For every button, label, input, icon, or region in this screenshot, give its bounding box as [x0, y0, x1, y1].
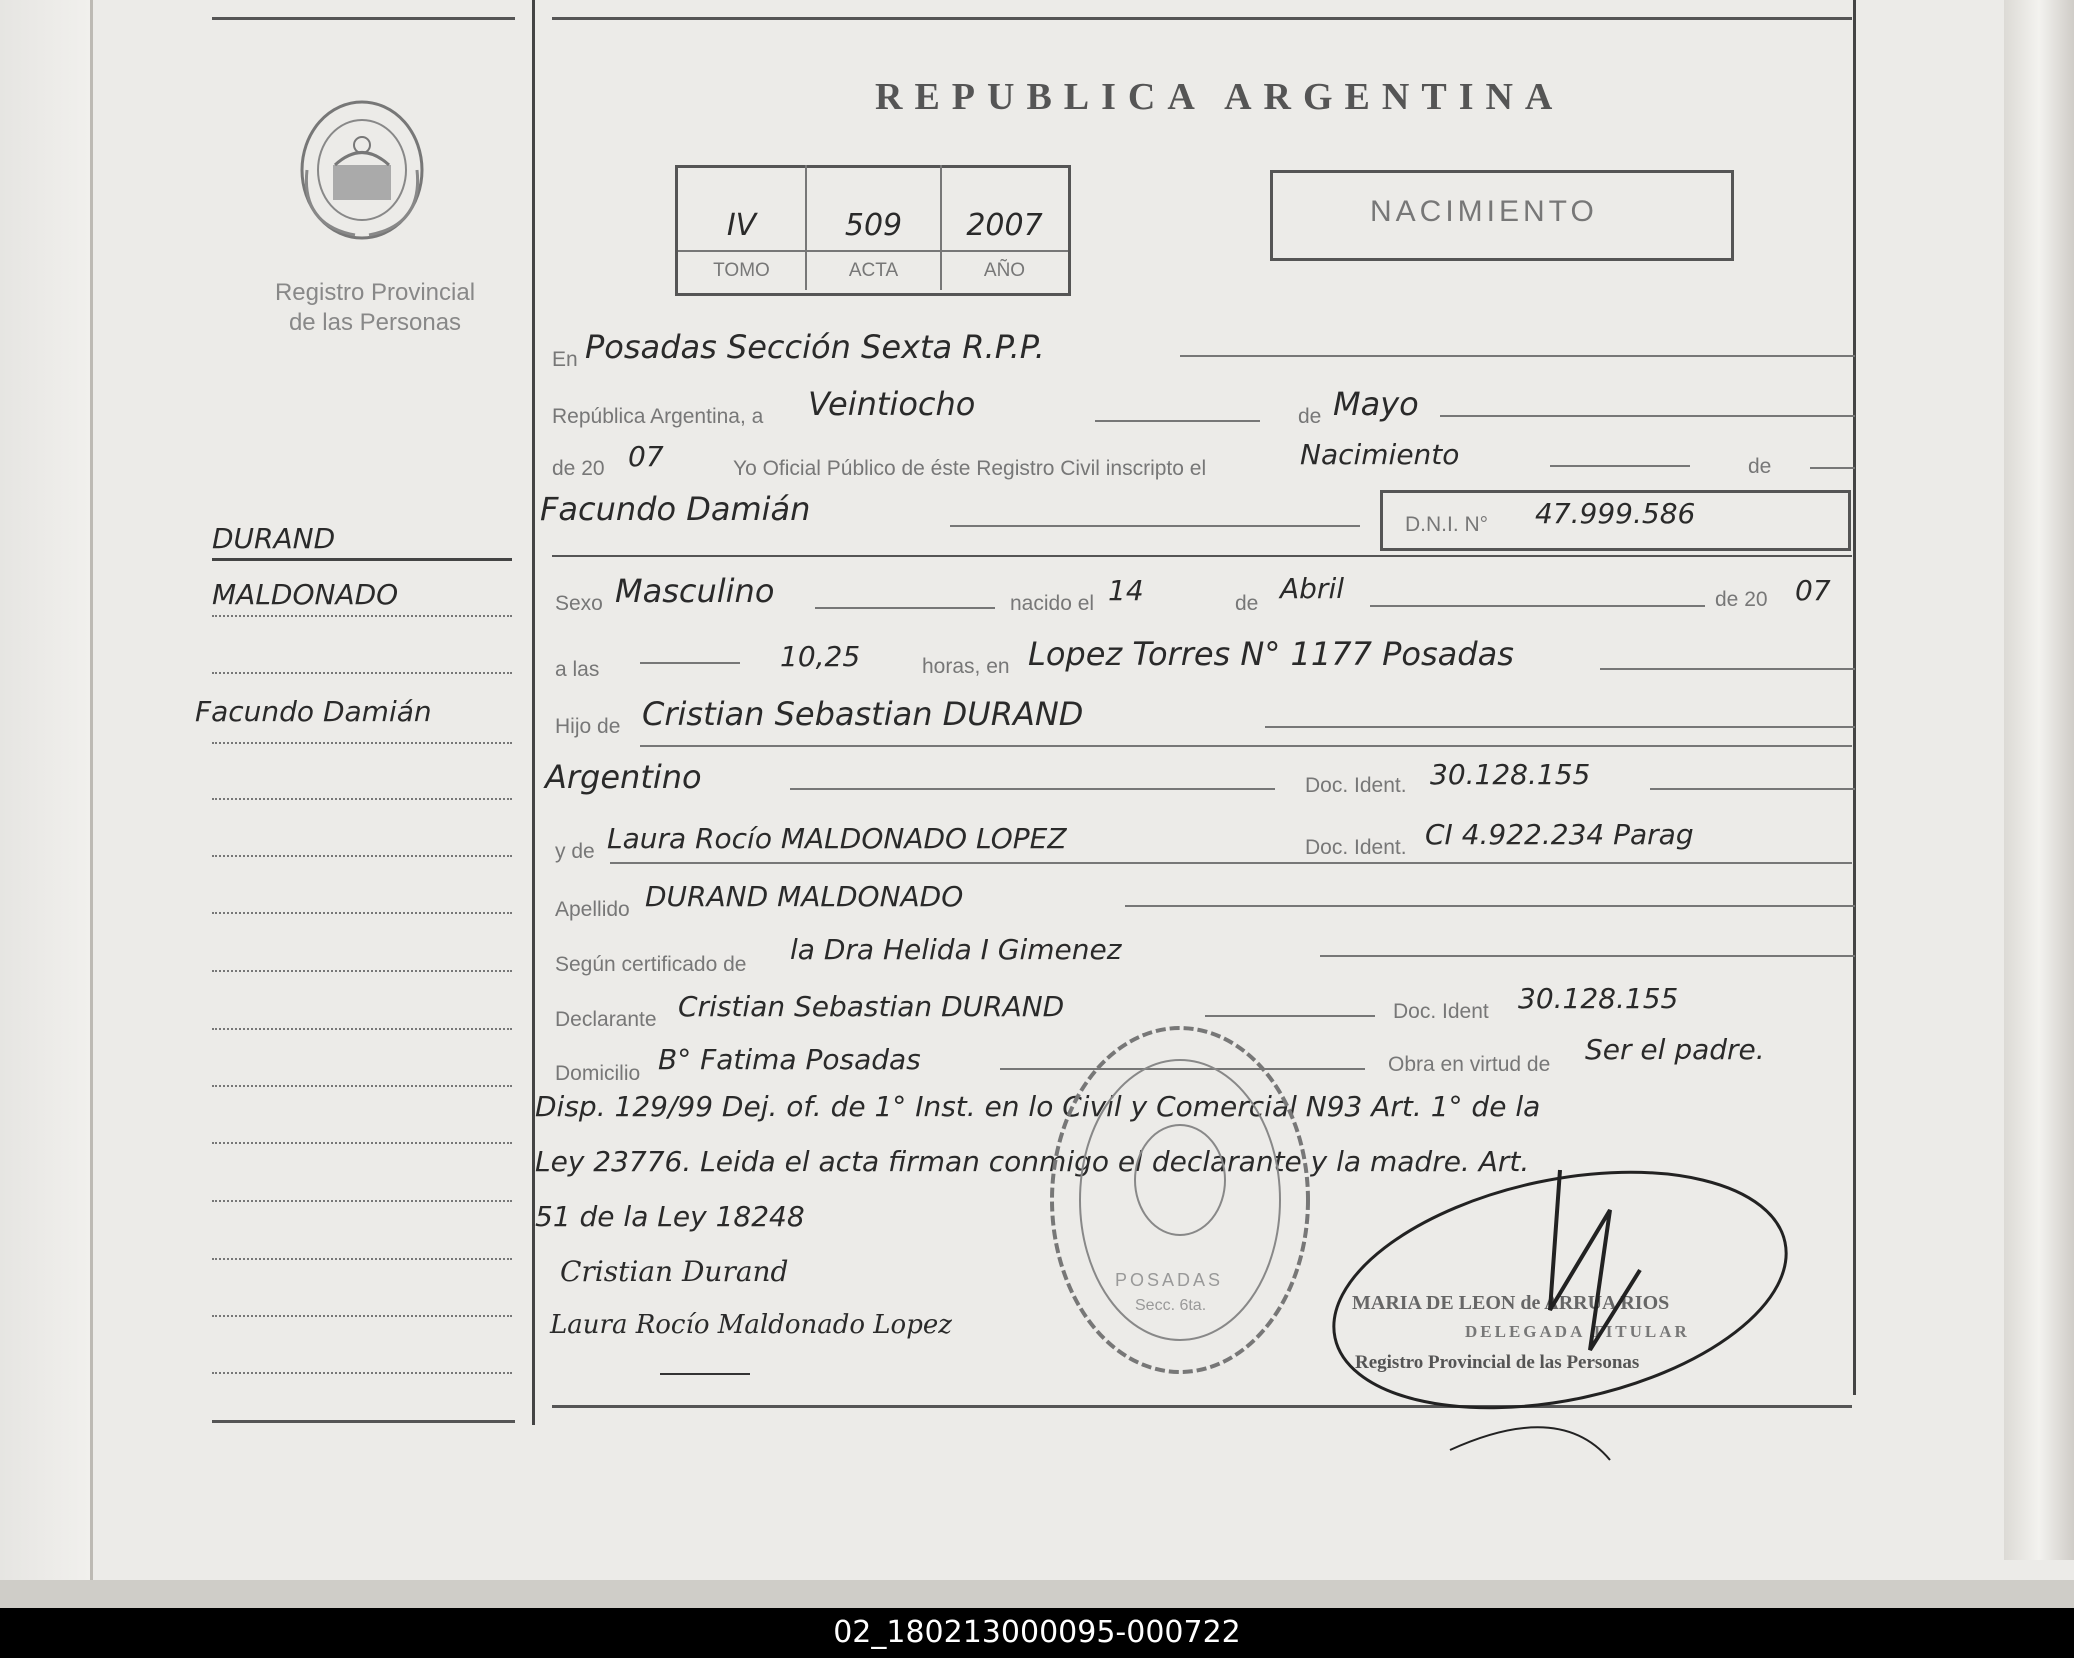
official-line-3: Registro Provincial de las Personas	[1355, 1352, 1640, 1373]
field-lugar-nac: Lopez Torres N° 1177 Posadas	[1028, 635, 1514, 673]
field-apellido: DURAND MALDONADO	[645, 880, 964, 913]
label-de20: de 20	[552, 457, 605, 480]
line-nombre	[950, 525, 1360, 527]
margin-given-names: Facundo Damián	[195, 695, 432, 728]
margin-surname-2: MALDONADO	[212, 578, 399, 611]
field-sexo: Masculino	[615, 572, 775, 610]
label-de: de	[1298, 405, 1322, 428]
label-hijo: Hijo de	[555, 715, 621, 738]
margin-line-9	[212, 1028, 512, 1030]
margin-line-4	[212, 742, 512, 744]
line-sexo	[815, 607, 995, 609]
anio-label: AÑO	[983, 260, 1026, 281]
margin-surname-1: DURAND	[212, 522, 336, 555]
official-signature-icon	[1310, 1150, 1790, 1470]
field-dni: 47.999.586	[1535, 497, 1696, 530]
label-domicilio: Domicilio	[555, 1062, 641, 1085]
label-republica: República Argentina, a	[552, 405, 764, 428]
field-padre: Cristian Sebastian DURAND	[642, 695, 1084, 733]
province-seal-icon	[295, 95, 430, 245]
field-madre: Laura Rocío MALDONADO LOPEZ	[607, 822, 1067, 855]
acta-label: ACTA	[848, 260, 899, 281]
field-madre-doc: CI 4.922.234 Parag	[1425, 818, 1694, 851]
footer-image-id: 02_180213000095-000722	[833, 1615, 1241, 1650]
line-certificado	[1320, 955, 1855, 957]
line-nacionalidad	[790, 788, 1275, 790]
line-madre-under	[610, 862, 1852, 864]
label-doc3: Doc. Ident	[1393, 1000, 1489, 1023]
line-padre-doc	[1650, 788, 1855, 790]
field-dia: Veintiocho	[808, 385, 976, 423]
official-line-2: DELEGADA TITULAR	[1465, 1322, 1690, 1341]
label-de20b: de 20	[1715, 588, 1768, 611]
line-inscripto	[1550, 465, 1690, 467]
label-horas: horas, en	[922, 655, 1010, 678]
field-hora: 10,25	[780, 640, 861, 673]
field-nac-anio: 07	[1795, 574, 1831, 607]
label-oficial: Yo Oficial Público de éste Registro Civil inscripto el	[733, 457, 1207, 480]
round-stamp-icon	[1040, 1010, 1340, 1390]
father-signature: Cristian Durand	[560, 1255, 789, 1288]
field-declarante: Cristian Sebastian DURAND	[678, 990, 1065, 1023]
line-apellido	[1125, 905, 1855, 907]
book-spine	[90, 0, 93, 1580]
field-nac-mes: Abril	[1280, 572, 1344, 605]
label-obra: Obra en virtud de	[1388, 1053, 1551, 1076]
reference-table-divider	[678, 250, 1068, 252]
field-obra: Ser el padre.	[1585, 1033, 1765, 1066]
field-mes: Mayo	[1333, 385, 1419, 423]
margin-line-3	[212, 672, 512, 674]
margin-line-15	[212, 1372, 512, 1374]
label-a-las: a las	[555, 658, 600, 681]
label-dni: D.N.I. N°	[1405, 513, 1489, 536]
right-border	[1853, 0, 1856, 1395]
official-line-1: MARIA DE LEON de ARRUA RIOS	[1352, 1292, 1670, 1314]
line-lugar	[1180, 355, 1855, 357]
field-lugar: Posadas Sección Sexta R.P.P.	[585, 328, 1045, 366]
note-line-1: Disp. 129/99 Dej. of. de 1° Inst. en lo Civil y Comercial N93 Art. 1° de la	[535, 1090, 1541, 1123]
line-padre	[1265, 726, 1855, 728]
tomo-label: TOMO	[713, 260, 770, 281]
stamp-city: POSADAS	[1115, 1270, 1224, 1290]
tomo-value: IV	[726, 208, 757, 243]
line-padre-under	[640, 745, 1852, 747]
top-rule-right	[552, 17, 1852, 20]
line-nac-mes	[1370, 605, 1705, 607]
field-nacionalidad: Argentino	[545, 758, 702, 796]
record-type: NACIMIENTO	[1370, 195, 1598, 228]
anio-value: 2007	[966, 208, 1043, 243]
line-a-las	[640, 662, 740, 664]
label-doc2: Doc. Ident.	[1305, 836, 1407, 859]
field-anio: 07	[628, 440, 664, 473]
line-de-end	[1810, 467, 1855, 469]
margin-line-5	[212, 798, 512, 800]
label-nacido: nacido el	[1010, 592, 1095, 615]
label-declarante: Declarante	[555, 1008, 657, 1031]
field-declarante-doc: 30.128.155	[1518, 982, 1679, 1015]
label-en: En	[552, 348, 578, 371]
note-line-3: 51 de la Ley 18248	[535, 1200, 805, 1233]
form-title: REPUBLICA ARGENTINA	[875, 76, 1565, 118]
label-de-end: de	[1748, 455, 1772, 478]
line-dia	[1095, 420, 1260, 422]
note-line-2: Ley 23776. Leida el acta firman conmigo el declarante y la madre. Art.	[535, 1145, 1530, 1178]
label-y-de: y de	[555, 840, 595, 863]
registry-line-2: de las Personas	[288, 309, 462, 336]
label-doc1: Doc. Ident.	[1305, 774, 1407, 797]
label-de-mes: de	[1235, 592, 1259, 615]
page-bottom-edge	[0, 1580, 2074, 1608]
line-lugar-nac	[1600, 668, 1855, 670]
margin-line-2	[212, 615, 512, 617]
margin-line-10	[212, 1085, 512, 1087]
margin-line-13	[212, 1258, 512, 1260]
double-rule-top	[552, 555, 1852, 557]
page-left-margin	[0, 0, 90, 1608]
label-sexo: Sexo	[555, 592, 603, 615]
margin-line-12	[212, 1200, 512, 1202]
acta-value: 509	[844, 208, 903, 243]
bottom-rule-left	[212, 1420, 515, 1423]
mother-signature-underline	[660, 1373, 750, 1375]
label-apellido: Apellido	[555, 898, 630, 921]
line-mes	[1440, 415, 1855, 417]
page-edge	[2004, 0, 2074, 1560]
field-certificado: la Dra Helida I Gimenez	[790, 933, 1122, 966]
margin-line-6	[212, 855, 512, 857]
margin-line-8	[212, 970, 512, 972]
registry-line-1: Registro Provincial	[274, 279, 476, 306]
margin-line-1	[212, 558, 512, 561]
field-inscripto: Nacimiento	[1300, 438, 1460, 471]
field-nombre: Facundo Damián	[540, 490, 811, 528]
field-domicilio: B° Fatima Posadas	[658, 1043, 921, 1076]
field-padre-doc: 30.128.155	[1430, 758, 1591, 791]
label-segun: Según certificado de	[555, 953, 747, 976]
field-nac-dia: 14	[1108, 574, 1144, 607]
registry-name	[225, 278, 525, 338]
stamp-section: Secc. 6ta.	[1135, 1297, 1207, 1314]
margin-line-7	[212, 912, 512, 914]
top-rule-left	[212, 17, 515, 20]
mother-signature: Laura Rocío Maldonado Lopez	[550, 1310, 952, 1340]
margin-line-11	[212, 1142, 512, 1144]
margin-line-14	[212, 1315, 512, 1317]
